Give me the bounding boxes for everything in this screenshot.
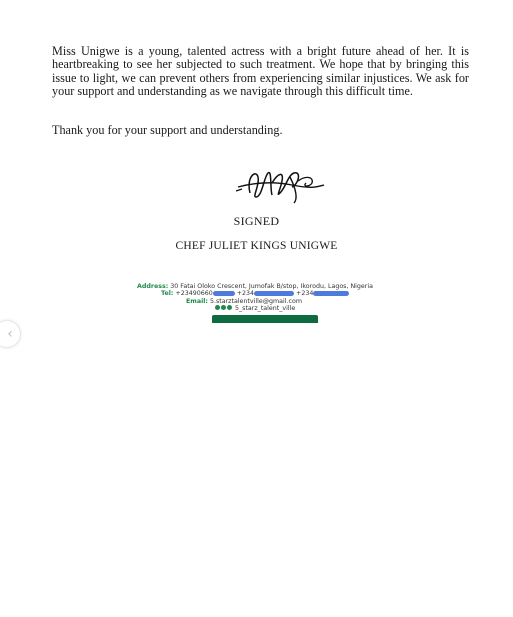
signer-name: CHEF JULIET KINGS UNIGWE <box>175 240 338 252</box>
social-handle: 5_starz_talent_ville <box>235 304 296 312</box>
footer-tel-row <box>130 290 390 297</box>
letterhead-footer <box>130 283 390 312</box>
redaction-mark <box>254 291 294 296</box>
tel-part: +234 <box>296 290 314 298</box>
letterhead-green-bar <box>212 315 318 323</box>
address-value: 30 Fatai Oloko Crescent, Jumofak B/stop, Ikorodu, Lagos, Nigeria <box>170 283 373 290</box>
twitter-icon <box>227 305 232 310</box>
email-label: Email: <box>186 297 208 305</box>
chevron-left-icon: ‹ <box>7 326 13 342</box>
redaction-mark <box>213 291 235 296</box>
footer-address-row <box>130 283 390 290</box>
signed-label: SIGNED <box>233 214 280 228</box>
footer-social-row <box>130 305 390 312</box>
letter-paragraph: Miss Unigwe is a young, talented actress with a bright future ahead of her. It is heartbreaking to see her subjected to such treatment. We hope that by bringing this issue to light, we can prevent others from experiencing similar injustices. We ask for your support and understanding as we navigate through this difficult time. <box>52 44 469 98</box>
facebook-icon <box>221 305 226 310</box>
handwritten-signature <box>232 163 328 205</box>
tel-label: Tel: <box>161 290 174 298</box>
tel-part: +234 <box>236 290 255 298</box>
redaction-mark <box>313 291 349 296</box>
tel-part: +23490660 <box>175 290 213 298</box>
letter-paragraph: Thank you for your support and understanding. <box>52 123 283 137</box>
email-value: 5.starztalentville@gmail.com <box>209 297 302 305</box>
footer-email-row <box>130 298 390 305</box>
instagram-icon <box>215 305 220 310</box>
address-label: Address: <box>137 283 169 290</box>
